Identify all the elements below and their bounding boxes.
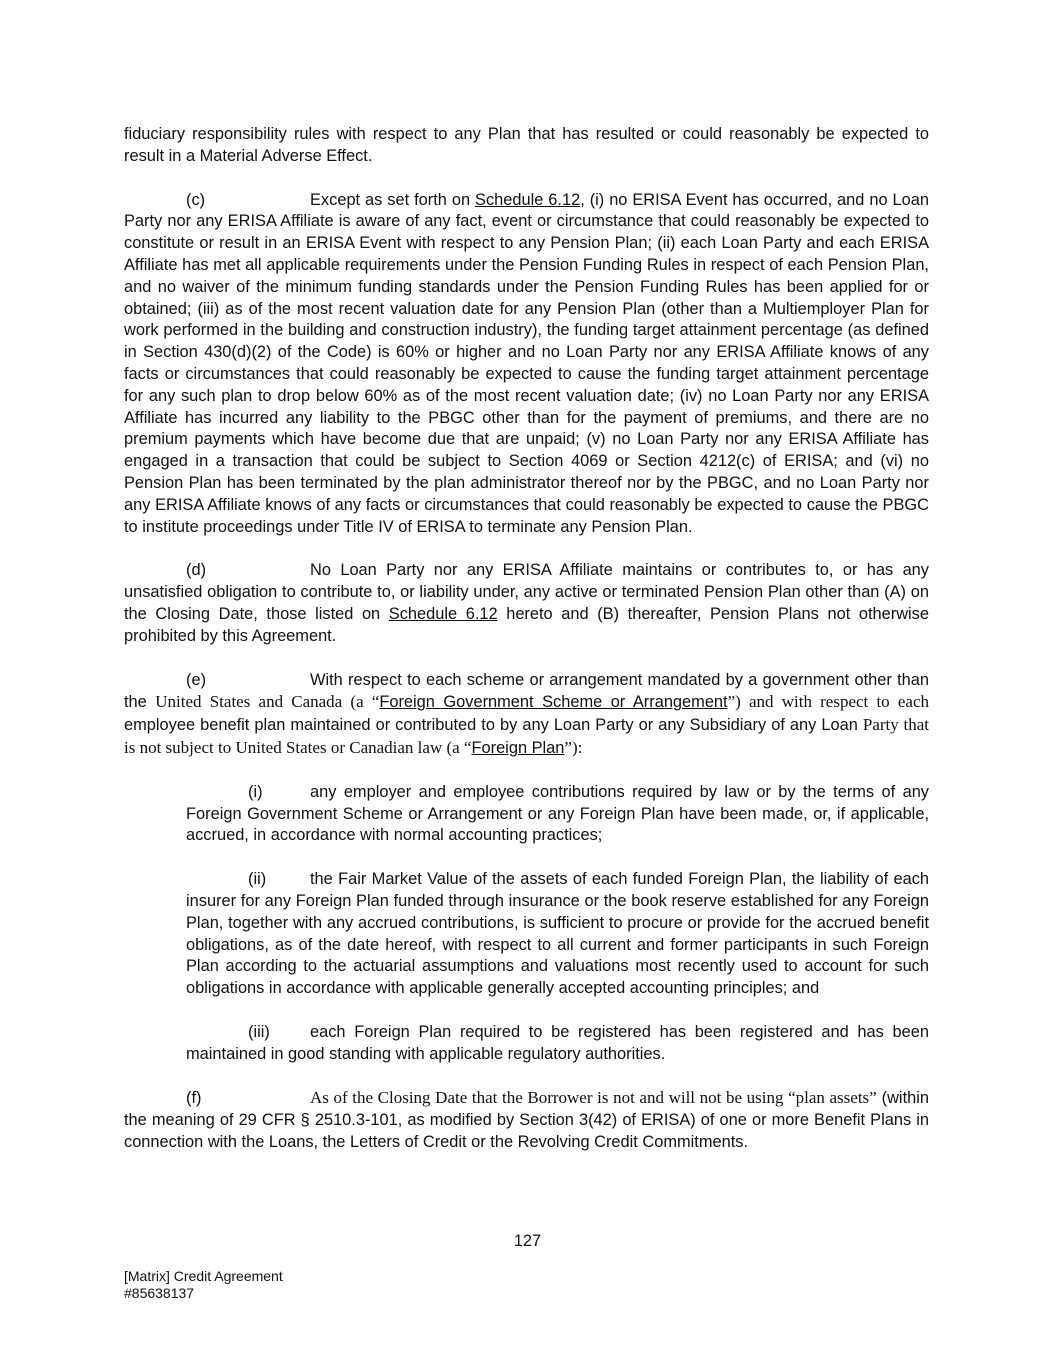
footer-doc-id: #85638137 bbox=[124, 1285, 195, 1301]
paragraph-f-serif: As of the Closing Date that the Borrower is not and will not be using “plan assets” bbox=[310, 1088, 877, 1108]
page-number: 127 bbox=[513, 1232, 542, 1250]
schedule-6-12-reference: Schedule 6.12 bbox=[388, 604, 498, 623]
paragraph-e-serif-2: ”) and with respect to each bbox=[727, 692, 929, 712]
subparagraph-label: (iii) bbox=[248, 1022, 270, 1041]
paragraph-d-lead: No Loan Party nor any ERISA Affiliate maintains or contributes to, or has any unsatisfied obligation to contribute to, or liability under, any active or terminated Pension Plan other than (A) on the Closing Date, those listed on bbox=[124, 561, 929, 623]
paragraph-e bbox=[124, 670, 929, 760]
document-body bbox=[124, 124, 929, 1154]
subparagraph-text: the Fair Market Value of the assets of each funded Foreign Plan, the liability of each insurer for any Foreign Plan funded through insurance or the book reserve established for any Foreign Plan, together with any accrued contributions, is sufficient to procure or provide for the accrued benefit obligations, as of the date hereof, with respect to all current and former participants in such Foreign Plan according to the actuarial assumptions and valuations most recently used to account for such obligations in accordance with applicable generally accepted accounting principles; and bbox=[186, 870, 929, 998]
subparagraph-e-i bbox=[186, 782, 929, 847]
paragraph-c-label: (c) bbox=[186, 190, 206, 209]
paragraph-e-label: (e) bbox=[186, 670, 207, 689]
paragraph-e-serif-1: United States and Canada (a “ bbox=[155, 692, 380, 712]
subparagraph-text: any employer and employee contributions required by law or by the terms of any Foreign Government Scheme or Arrangement or any Foreign Plan have been made, or, if applicable, accrued, in accordance with normal accounting practices; bbox=[186, 782, 929, 845]
paragraph-e-serif-4: ”): bbox=[564, 737, 583, 757]
subparagraph-label: (ii) bbox=[248, 870, 267, 889]
paragraph-e-mid: employee benefit plan maintained or contributed to by any Loan Party or any Subsidiary of any Loan bbox=[124, 716, 863, 735]
paragraph-d-tail: hereto and (B) thereafter, Pension Plans not otherwise prohibited by this Agreement. bbox=[124, 604, 929, 645]
defined-term-foreign-plan: Foreign Plan bbox=[471, 738, 565, 757]
footer-title: [Matrix] Credit Agreement bbox=[124, 1268, 283, 1284]
subparagraph-label: (i) bbox=[248, 782, 263, 801]
document-footer bbox=[124, 1268, 283, 1302]
intro-paragraph: fiduciary responsibility rules with respect to any Plan that has resulted or could reasonably be expected to result in a Material Adverse Effect. bbox=[124, 125, 929, 165]
schedule-6-12-reference: Schedule 6.12 bbox=[475, 190, 581, 209]
paragraph-f-label: (f) bbox=[186, 1089, 202, 1108]
defined-term-foreign-government-scheme: Foreign Government Scheme or Arrangement bbox=[379, 693, 728, 712]
paragraph-f-text: (within the meaning of 29 CFR § 2510.3-101, as modified by Section 3(42) of ERISA) of one or more Benefit Plans in connection with the Loans, the Letters of Credit or the Revolving Credit Commitments. bbox=[124, 1089, 929, 1152]
subparagraph-text: each Foreign Plan required to be registered has been registered and has been maintained in good standing with applicable regulatory authorities. bbox=[186, 1022, 929, 1063]
paragraph-f bbox=[124, 1087, 929, 1153]
paragraph-e-lead: With respect to each scheme or arrangement mandated by a government other than the bbox=[124, 670, 929, 712]
paragraph-d-label: (d) bbox=[186, 561, 207, 580]
subparagraph-e-iii bbox=[186, 1022, 929, 1066]
paragraph-c bbox=[124, 190, 929, 539]
paragraph-d bbox=[124, 560, 929, 647]
paragraph-c-lead: Except as set forth on bbox=[310, 190, 476, 209]
paragraph-e-serif-3: Party that is not subject to United States or Canadian law (a “ bbox=[124, 715, 929, 757]
subparagraph-e-ii bbox=[186, 869, 929, 1000]
paragraph-c-text: , (i) no ERISA Event has occurred, and no Loan Party nor any ERISA Affiliate is aware of any fact, event or circumstance that could reasonably be expected to constitute or result in an ERISA Event with respect to any Pension Plan; (ii) each Loan Party and each ERISA Affiliate has met all applicable requirements under the Pension Funding Rules in respect of each Pension Plan, and no waiver of the minimum funding standards under the Pension Funding Rules has been applied for or obtained; (iii) as of the most recent valuation date for any Pension Plan (other than a Multiemployer Plan for work performed in the building and construction industry), the funding target attainment percentage (as defined in Section 430(d)(2) of the Code) is 60% or higher and no Loan Party nor any ERISA Affiliate knows of any facts or circumstances that could reasonably be expected to cause the funding target attainment percentage for any such plan to drop below 60% as of the most recent valuation date; (iv) no Loan Party nor any ERISA Affiliate has incurred any liability to the PBGC other than for the payment of premiums, and there are no premium payments which have become due that are unpaid; (v) no Loan Party nor any ERISA Affiliate has engaged in a transaction that could be subject to Section 4069 or Section 4212(c) of ERISA; and (vi) no Pension Plan has been terminated by the plan administrator thereof nor by the PBGC, and no Loan Party nor any ERISA Affiliate knows of any facts or circumstances that could reasonably be expected to cause the PBGC to institute proceedings under Title IV of ERISA to terminate any Pension Plan. bbox=[124, 190, 929, 536]
